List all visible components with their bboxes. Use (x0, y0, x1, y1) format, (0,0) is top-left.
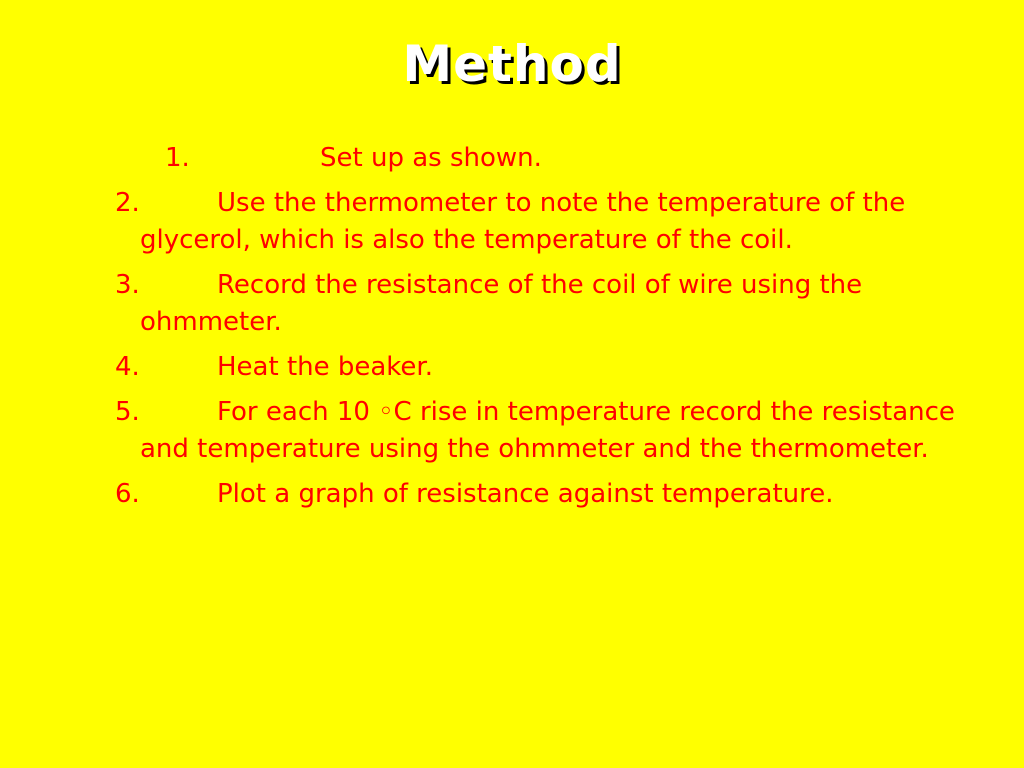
step-text: Heat the beaker. (217, 352, 433, 382)
method-step (0, 349, 980, 386)
method-step (0, 185, 980, 259)
step-number: 6. (115, 479, 140, 509)
method-step (0, 476, 980, 513)
method-step (0, 267, 980, 341)
step-number: 3. (115, 270, 140, 300)
step-text: Record the resistance of the coil of wire using the ohmmeter. (140, 270, 863, 337)
step-text: Plot a graph of resistance against temperature. (217, 479, 834, 509)
step-text: For each 10 ◦C rise in temperature record the resistance and temperature using the ohmmeter and the thermometer. (140, 397, 955, 464)
step-text: Use the thermometer to note the temperature of the glycerol, which is also the temperature of the coil. (140, 188, 906, 255)
method-step (0, 140, 1024, 177)
step-number: 2. (115, 188, 140, 218)
step-number: 4. (115, 352, 140, 382)
method-step (0, 394, 980, 468)
step-number: 1. (165, 143, 190, 173)
slide-title: Method (402, 35, 622, 93)
step-number: 5. (115, 397, 140, 427)
method-steps-list (0, 140, 1024, 521)
step-text: Set up as shown. (320, 143, 542, 173)
